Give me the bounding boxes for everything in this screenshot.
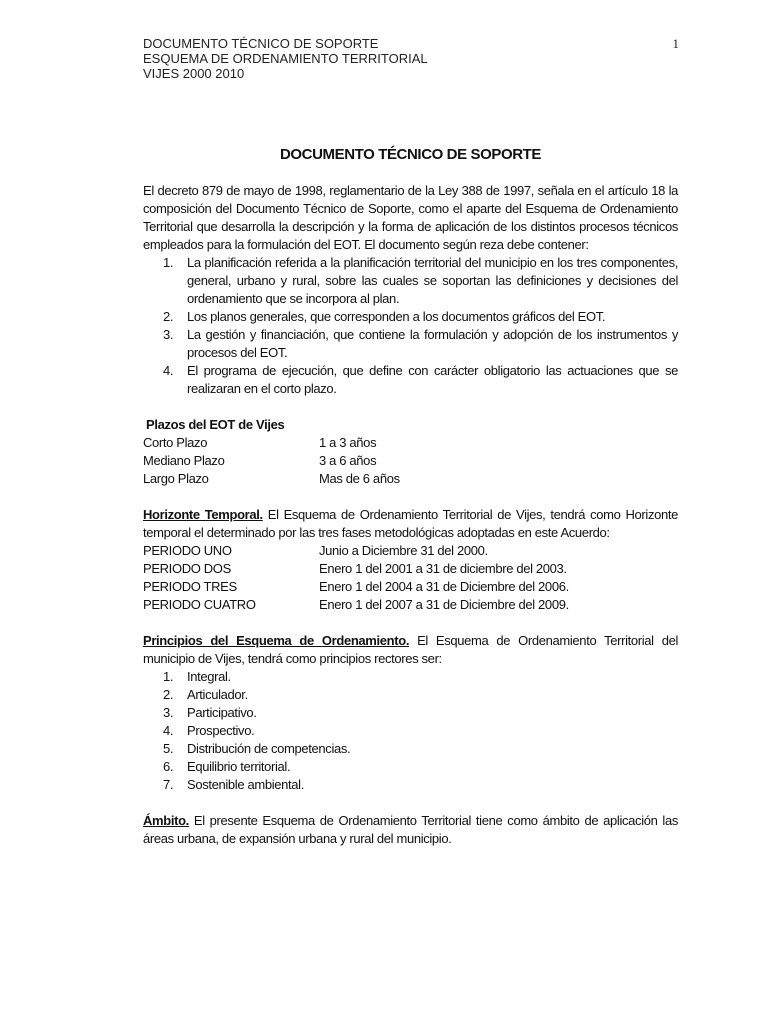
list-item-text: El programa de ejecución, que define con carácter obligatorio las actuaciones que se realizaran en el corto plazo. [187, 363, 678, 396]
horizonte-paragraph [143, 506, 678, 542]
ambito-text: El presente Esquema de Ordenamiento Territorial tiene como ámbito de aplicación las áreas urbana, de expansión urbana y rural del municipio. [143, 813, 678, 846]
list-item-number: 3. [163, 327, 174, 342]
list-item-number: 2. [163, 309, 174, 324]
list-item-number: 4. [163, 363, 174, 378]
period-row [143, 578, 678, 596]
period-label: PERIODO DOS [143, 561, 231, 576]
running-header [143, 36, 683, 81]
list-item-text: Distribución de competencias. [187, 741, 351, 756]
plazos-heading: Plazos del EOT de Vijes [146, 417, 285, 432]
ambito-paragraph [143, 812, 678, 848]
contents-list [143, 254, 678, 398]
period-label: PERIODO TRES [143, 579, 237, 594]
period-value: Enero 1 del 2007 a 31 de Diciembre del 2009. [319, 597, 569, 612]
principios-section [143, 632, 678, 794]
period-row [143, 542, 678, 560]
list-item [143, 740, 678, 758]
header-line-3: VIJES 2000 2010 [143, 66, 245, 81]
ambito-heading: Ámbito. [143, 813, 189, 828]
list-item [143, 326, 678, 362]
period-label: PERIODO UNO [143, 543, 232, 558]
plazo-value: Mas de 6 años [319, 471, 400, 486]
list-item-text: Sostenible ambiental. [187, 777, 304, 792]
plazo-row [143, 452, 678, 470]
list-item [143, 254, 678, 308]
period-row [143, 596, 678, 614]
list-item-text: Equilibrio territorial. [187, 759, 291, 774]
plazo-label: Corto Plazo [143, 435, 208, 450]
plazo-value: 1 a 3 años [319, 435, 377, 450]
list-item-number: 3. [163, 705, 174, 720]
list-item-number: 4. [163, 723, 174, 738]
horizonte-text: El Esquema de Ordenamiento Territorial de Vijes, tendrá como Horizonte temporal el determinado por las tres fases metodológicas adoptadas en este Acuerdo: [143, 507, 678, 540]
list-item-text: Los planos generales, que corresponden a los documentos gráficos del EOT. [187, 309, 606, 324]
header-line-1: DOCUMENTO TÉCNICO DE SOPORTE [143, 36, 379, 51]
document-title: DOCUMENTO TÉCNICO DE SOPORTE [279, 146, 542, 163]
principios-text: El Esquema de Ordenamiento Territorial del municipio de Vijes, tendrá como principios rectores ser: [143, 633, 678, 666]
list-item-text: La planificación referida a la planificación territorial del municipio en los tres componentes, general, urbano y rural, sobre las cuales se soportan las definiciones y decisiones del ordenamiento que se incorpora al plan. [187, 255, 678, 306]
principios-list [143, 668, 678, 794]
plazo-label: Mediano Plazo [143, 453, 225, 468]
header-line-2: ESQUEMA DE ORDENAMIENTO TERRITORIAL [143, 51, 428, 66]
list-item [143, 362, 678, 398]
list-item-number: 6. [163, 759, 174, 774]
list-item-text: Integral. [187, 669, 231, 684]
plazo-value: 3 a 6 años [319, 453, 377, 468]
plazos-section [143, 416, 678, 488]
list-item [143, 776, 678, 794]
period-label: PERIODO CUATRO [143, 597, 256, 612]
list-item-number: 5. [163, 741, 174, 756]
horizonte-heading: Horizonte Temporal. [143, 507, 263, 522]
period-value: Enero 1 del 2001 a 31 de diciembre del 2003. [319, 561, 567, 576]
list-item-number: 1. [163, 255, 174, 270]
principios-paragraph [143, 632, 678, 668]
principios-heading: Principios del Esquema de Ordenamiento. [143, 633, 410, 648]
list-item [143, 758, 678, 776]
list-item-number: 1. [163, 669, 174, 684]
period-value: Enero 1 del 2004 a 31 de Diciembre del 2006. [319, 579, 569, 594]
list-item [143, 668, 678, 686]
list-item-text: Participativo. [187, 705, 257, 720]
plazo-row [143, 470, 678, 488]
list-item [143, 686, 678, 704]
list-item-text: Prospectivo. [187, 723, 255, 738]
plazo-label: Largo Plazo [143, 471, 209, 486]
list-item [143, 308, 678, 326]
list-item-number: 7. [163, 777, 174, 792]
list-item-text: Articulador. [187, 687, 248, 702]
document-body [143, 146, 678, 848]
intro-paragraph: El decreto 879 de mayo de 1998, reglamentario de la Ley 388 de 1997, señala en el artículo 18 la composición del Documento Técnico de Soporte, como el aparte del Esquema de Ordenamiento Territorial que desarrolla la descripción y la forma de aplicación de los distintos procesos técnicos empleados para la formulación del EOT. El documento según reza debe contener: [143, 183, 678, 252]
period-row [143, 560, 678, 578]
list-item [143, 722, 678, 740]
period-value: Junio a Diciembre 31 del 2000. [319, 543, 488, 558]
plazo-row [143, 434, 678, 452]
list-item-text: La gestión y financiación, que contiene la formulación y adopción de los instrumentos y procesos del EOT. [187, 327, 678, 360]
list-item-number: 2. [163, 687, 174, 702]
list-item [143, 704, 678, 722]
page-number: 1 [672, 36, 679, 51]
horizonte-section [143, 506, 678, 614]
